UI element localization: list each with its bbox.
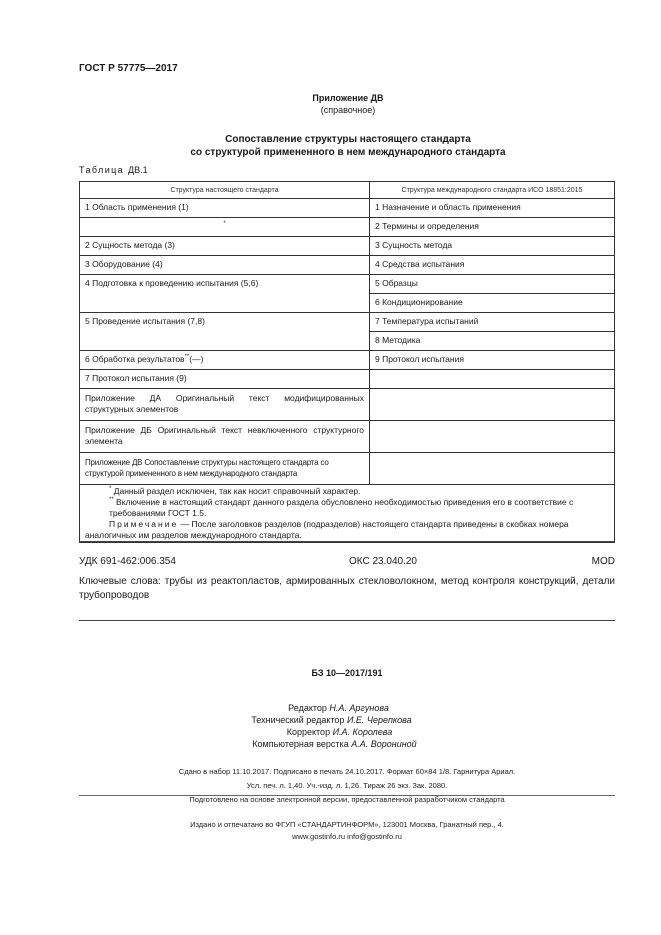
table-cell-right: 3 Сущность метода	[370, 237, 615, 256]
credit-label: Редактор	[288, 703, 327, 713]
col2-header: Структура международного стандарта ИСО 18851:2015	[370, 182, 615, 199]
divider	[79, 620, 615, 621]
credit-editor	[0, 702, 661, 714]
udk-code: УДК 691-462:006.354	[79, 556, 176, 567]
table-row	[80, 370, 615, 389]
table-label-word: Таблица	[79, 165, 125, 175]
mod-marker: MOD	[591, 556, 615, 567]
table-cell-right: 6 Кондиционирование	[370, 294, 615, 313]
classification-row	[79, 556, 615, 570]
table-cell-left: Приложение ДВ Сопоставление структуры настоящего стандарта со структурой примененного в нем международного стандарта	[80, 453, 370, 485]
table-cell-right	[370, 421, 615, 453]
table-cell-left: Приложение ДБ Оригинальный текст невключенного структурного элемента	[80, 421, 370, 453]
footnote-1-text: Данный раздел исключен, так как носит справочный характер.	[113, 486, 361, 496]
table-row	[80, 389, 615, 421]
credit-name: И.А. Королева	[332, 727, 393, 737]
table-row	[80, 218, 615, 237]
table-row	[80, 351, 615, 370]
table-cell-left: 7 Протокол испытания (9)	[80, 370, 370, 389]
row-text-tail: (—)	[189, 354, 204, 364]
table-row	[80, 421, 615, 453]
table-cell-right: 5 Образцы	[370, 275, 615, 294]
table-cell-right	[370, 389, 615, 421]
credit-layout	[0, 738, 661, 750]
comparison-table	[79, 181, 615, 543]
table-cell-left	[80, 351, 370, 370]
print-info-line1: Сдано в набор 11.10.2017. Подписано в печать 24.10.2017. Формат 60×84 1/8. Гарнитура Ариал.	[178, 767, 516, 776]
table-header-row	[80, 182, 615, 199]
table-cell-right: 8 Методика	[370, 332, 615, 351]
table-cell-left: 3 Оборудование (4)	[80, 256, 370, 275]
table-number: ДВ.1	[128, 165, 148, 175]
credit-corrector	[0, 726, 661, 738]
footnote-mark: **	[184, 354, 190, 361]
table-cell-left: Приложение ДА Оригинальный текст модифицированных структурных элементов	[80, 389, 370, 421]
table-row	[80, 453, 615, 485]
credit-name: Н.А. Аргунова	[329, 703, 389, 713]
credit-label: Корректор	[286, 727, 331, 737]
appendix-heading-line1: Сопоставление структуры настоящего стандарта	[225, 134, 471, 145]
appendix-title: Приложение ДВ	[312, 93, 384, 103]
publisher-line2: www.gostinfo.ru info@gostinfo.ru	[292, 832, 402, 841]
table-row	[80, 237, 615, 256]
footnote-2	[85, 497, 609, 519]
footnote-2-text: Включение в настоящий стандарт данного раздела обусловлено необходимостью приведения его в соответствие с требованиями ГОСТ 1.5.	[109, 497, 574, 518]
table-cell-right: 9 Протокол испытания	[370, 351, 615, 370]
note-label: Примечание	[109, 519, 179, 529]
print-info-line2: Усл. печ. л. 1,40. Уч.-изд. л. 1,26. Тираж 26 экз. Зак. 2080.	[246, 781, 448, 790]
table-cell-left: 4 Подготовка к проведению испытания (5,6)	[80, 275, 370, 313]
table-cell-right	[370, 370, 615, 389]
table-cell-right: 7 Температура испытаний	[370, 313, 615, 332]
table-cell-right: 4 Средства испытания	[370, 256, 615, 275]
row-text: 6 Обработка результатов	[85, 354, 185, 364]
appendix-heading	[79, 133, 617, 159]
note-text: — После заголовков разделов (подразделов) настоящего стандарта приведены в скобках номера аналогичных им разделов международного стандарта.	[85, 519, 569, 540]
credit-name: И.Е. Черепкова	[346, 715, 412, 725]
table-row	[80, 313, 615, 332]
table-cell-left: 5 Проведение испытания (7,8)	[80, 313, 370, 351]
footnote-mark: *	[223, 221, 226, 228]
table-row	[80, 275, 615, 294]
credit-label: Компьютерная верстка	[252, 739, 349, 749]
standard-code: ГОСТ Р 57775—2017	[79, 63, 178, 74]
credit-label: Технический редактор	[251, 715, 345, 725]
table-notes	[80, 485, 615, 543]
table-cell-left	[80, 218, 370, 237]
table-cell-right: 2 Термины и определения	[370, 218, 615, 237]
table-cell-left: 2 Сущность метода (3)	[80, 237, 370, 256]
divider	[79, 541, 615, 542]
table-label	[79, 165, 148, 175]
oks-code: ОКС 23.040.20	[349, 556, 417, 567]
table-notes-row	[80, 485, 615, 543]
table-note	[85, 519, 609, 541]
prepared-note: Подготовлено на основе электронной версии, предоставленной разработчиком стандарта	[189, 795, 505, 804]
table-row	[80, 256, 615, 275]
publisher-line1: Издано и отпечатано во ФГУП «СТАНДАРТИНФОРМ», 123001 Москва, Гранатный пер., 4.	[190, 820, 504, 829]
table-cell-left: 1 Область применения (1)	[80, 199, 370, 218]
footnote-mark: **	[109, 497, 114, 504]
table-cell-right	[370, 453, 615, 485]
table-cell-right: 1 Назначение и область применения	[370, 199, 615, 218]
keywords: Ключевые слова: трубы из реактопластов, армированных стекловолокном, метод контроля конструкций, детали трубопроводов	[79, 576, 615, 601]
credit-name: А.А. Ворониной	[351, 739, 417, 749]
appendix-heading-line2: со структурой примененного в нем международного стандарта	[190, 147, 506, 158]
credits	[0, 702, 661, 750]
table-row	[80, 199, 615, 218]
footnote-1	[85, 486, 609, 497]
bz-number: БЗ 10—2017/191	[311, 668, 383, 678]
col1-header: Структура настоящего стандарта	[80, 182, 370, 199]
appendix-subtitle: (справочное)	[320, 105, 376, 115]
footnote-mark: *	[109, 486, 112, 493]
credit-tech-editor	[0, 714, 661, 726]
